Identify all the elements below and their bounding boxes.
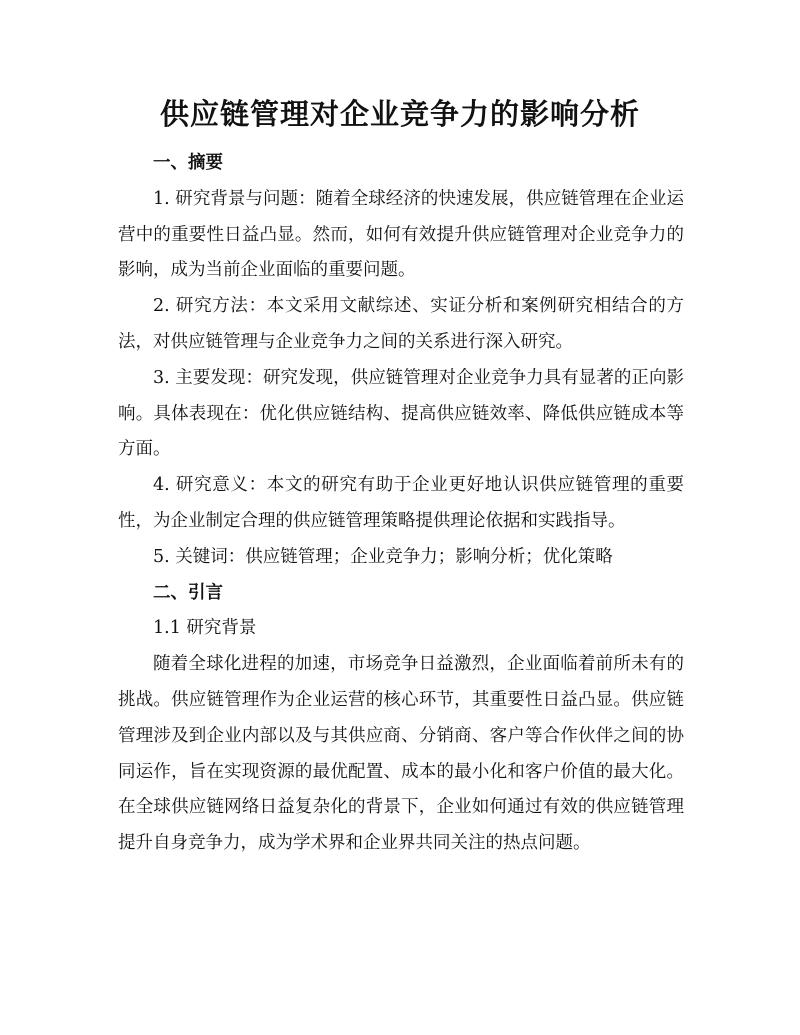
subsection-heading-background: 1.1 研究背景 (153, 618, 257, 639)
abstract-keywords: 5. 关键词：供应链管理；企业竞争力；影响分析；优化策略 (153, 546, 613, 567)
section-heading-abstract: 一、摘要 (153, 153, 223, 173)
abstract-paragraph-1: 1. 研究背景与问题：随着全球经济的快速发展，供应链管理在企业运营中的重要性日益凸显。然而，如何有效提升供应链管理对企业竞争力的影响，成为当前企业面临的重要问题。 (118, 188, 684, 281)
abstract-paragraph-2: 2. 研究方法：本文采用文献综述、实证分析和案例研究相结合的方法，对供应链管理与企业竞争力之间的关系进行深入研究。 (118, 296, 684, 352)
abstract-paragraph-4: 4. 研究意义：本文的研究有助于企业更好地认识供应链管理的重要性，为企业制定合理的供应链管理策略提供理论依据和实践指导。 (118, 475, 684, 531)
introduction-paragraph-1: 随着全球化进程的加速，市场竞争日益激烈，企业面临着前所未有的挑战。供应链管理作为企业运营的核心环节，其重要性日益凸显。供应链管理涉及到企业内部以及与其供应商、分销商、客户等合作伙伴之间的协同运作，旨在实现资源的最优配置、成本的最小化和客户价值的最大化。在全球供应链网络日益复杂化的背景下，企业如何通过有效的供应链管理提升自身竞争力，成为学术界和企业界共同关注的热点问题。 (118, 654, 684, 854)
section-heading-introduction: 二、引言 (153, 582, 223, 603)
document-title: 供应链管理对企业竞争力的影响分析 (159, 97, 640, 131)
document-body (118, 146, 684, 862)
abstract-paragraph-3: 3. 主要发现：研究发现，供应链管理对企业竞争力具有显著的正向影响。具体表现在：优化供应链结构、提高供应链效率、降低供应链成本等方面。 (118, 367, 684, 460)
